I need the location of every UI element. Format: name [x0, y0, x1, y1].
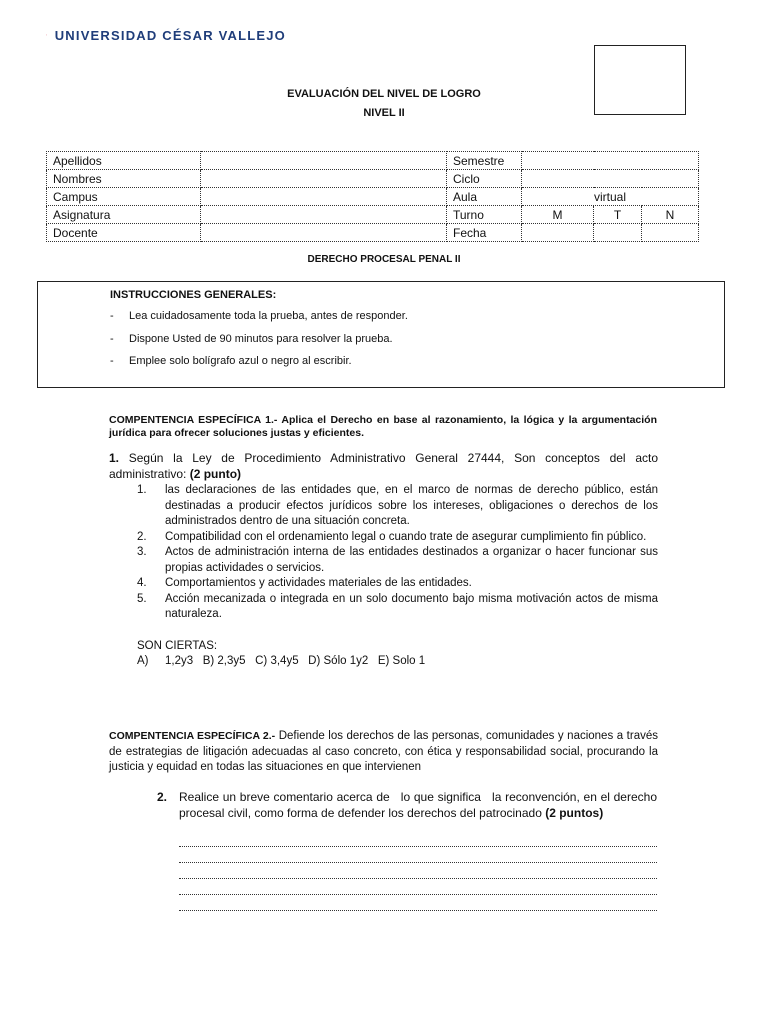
- label-ciclo: Ciclo: [447, 170, 522, 188]
- instructions-box: [37, 281, 725, 388]
- page-title: EVALUACIÓN DEL NIVEL DE LOGRO: [287, 88, 481, 100]
- label-fecha: Fecha: [447, 224, 522, 242]
- instruction-item: - Lea cuidadosamente toda la prueba, antes de responder.: [110, 310, 408, 322]
- list-item: 1. las declaraciones de las entidades que, en el marco de normas de derecho público, están destinadas a producir efectos jurídicos sobre los intereses, obligaciones o derechos de los administrados dentro de una situación concreta.: [137, 484, 658, 527]
- answer-line[interactable]: [179, 846, 657, 847]
- answer-line[interactable]: [179, 910, 657, 911]
- competencia-2-text: [109, 729, 658, 776]
- list-item: 3. Actos de administración interna de las entidades destinados a organizar o hacer funcionar sus propias actividades o servicios.: [137, 546, 658, 574]
- logo-text: UNIVERSIDAD CÉSAR VALLEJO: [54, 27, 286, 43]
- asignatura-field[interactable]: [201, 206, 447, 224]
- list-item: 5. Acción mecanizada o integrada en un solo documento bajo misma motivación actos de misma naturaleza.: [137, 592, 658, 620]
- course-title: DERECHO PROCESAL PENAL II: [307, 254, 461, 265]
- label-docente: Docente: [47, 224, 201, 242]
- fecha-field-1[interactable]: [522, 224, 594, 242]
- apellidos-field[interactable]: [201, 152, 447, 170]
- question-1: [109, 451, 658, 482]
- son-ciertas-label: SON CIERTAS:: [137, 640, 218, 652]
- label-nombres: Nombres: [47, 170, 201, 188]
- competencia-2-lead: COMPENTENCIA ESPECÍFICA 2.-: [109, 730, 276, 742]
- turno-m-option[interactable]: M: [522, 206, 594, 224]
- university-emblem-icon: [46, 19, 47, 51]
- list-item: 4. Comportamientos y actividades materiales de las entidades.: [137, 577, 472, 589]
- table-row: [47, 224, 699, 242]
- label-semestre: Semestre: [447, 152, 522, 170]
- student-info-table: [46, 151, 699, 242]
- semestre-field[interactable]: [522, 152, 699, 170]
- answer-line[interactable]: [179, 862, 657, 863]
- aula-value: virtual: [522, 188, 699, 206]
- question-2-number: 2.: [157, 790, 168, 804]
- question-2-points: (2 puntos): [545, 805, 604, 820]
- answer-choices: [137, 639, 425, 669]
- question-2: [157, 790, 661, 821]
- turno-n-option[interactable]: N: [642, 206, 699, 224]
- instructions-title: INSTRUCCIONES GENERALES:: [110, 289, 277, 301]
- fecha-field-3[interactable]: [642, 224, 699, 242]
- label-campus: Campus: [47, 188, 201, 206]
- competencia-1-text: COMPENTENCIA ESPECÍFICA 1.- Aplica el Derecho en base al razonamiento, la lógica y la argumentación jurídica para ofrecer soluciones justas y eficientes.: [109, 414, 657, 439]
- instruction-item: - Emplee solo bolígrafo azul o negro al escribir.: [110, 355, 352, 367]
- turno-t-option[interactable]: T: [594, 206, 642, 224]
- docente-field[interactable]: [201, 224, 447, 242]
- answer-letter: A): [137, 655, 149, 667]
- instruction-item: - Dispone Usted de 90 minutos para resolver la prueba.: [110, 333, 393, 345]
- label-apellidos: Apellidos: [47, 152, 201, 170]
- table-row: [47, 170, 699, 188]
- list-item: 2. Compatibilidad con el ordenamiento legal o cuando trate de asegurar cumplimiento fin público.: [137, 530, 647, 543]
- university-logo: [46, 18, 286, 52]
- table-row: [47, 152, 699, 170]
- label-asignatura: Asignatura: [47, 206, 201, 224]
- fecha-field-2[interactable]: [594, 224, 642, 242]
- label-turno: Turno: [447, 206, 522, 224]
- competencia-2-body: Defiende los derechos de las personas, comunidades y naciones a través de estrategias de litigación adecuadas al caso concreto, con ética y responsabilidad social, procurando la justicia y equidad en todas las situaciones en que intervienen: [109, 730, 658, 773]
- question-1-number: 1.: [109, 451, 120, 465]
- label-aula: Aula: [447, 188, 522, 206]
- answer-line[interactable]: [179, 878, 657, 879]
- table-row: [47, 188, 699, 206]
- question-2-text: Realice un breve comentario acerca de lo que significa la reconvención, en el derecho procesal civil, como forma de defender los derechos del patrocinado: [179, 790, 661, 820]
- answer-options: 1,2y3 B) 2,3y5 C) 3,4y5 D) Sólo 1y2 E) Solo 1: [165, 655, 426, 667]
- question-1-points: (2 punto): [189, 466, 242, 481]
- question-1-options: [137, 483, 658, 623]
- question-1-text: Según la Ley de Procedimiento Administrativo General 27444, Son conceptos del acto administrativo:: [109, 451, 658, 481]
- ciclo-field[interactable]: [522, 170, 699, 188]
- table-row: [47, 206, 699, 224]
- photo-box: [594, 45, 686, 115]
- answer-line[interactable]: [179, 894, 657, 895]
- nombres-field[interactable]: [201, 170, 447, 188]
- page-subtitle: NIVEL II: [363, 107, 405, 119]
- campus-field[interactable]: [201, 188, 447, 206]
